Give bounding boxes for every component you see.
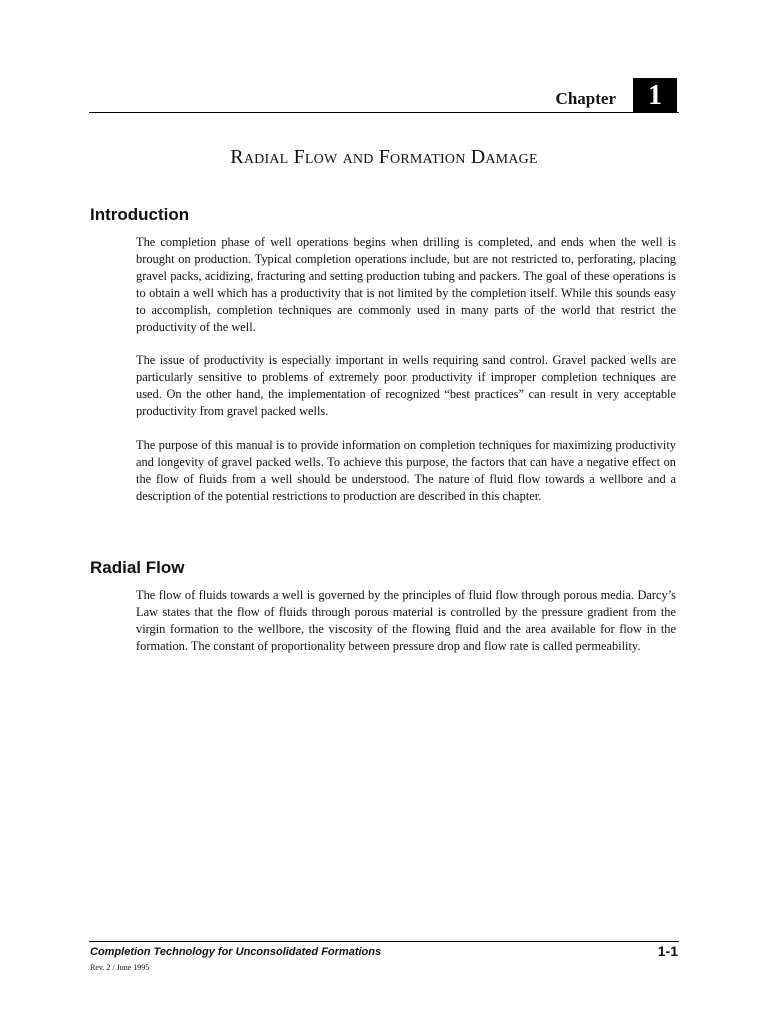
footer-page-number: 1-1	[657, 943, 678, 959]
chapter-number-box: 1	[633, 78, 677, 113]
chapter-label: Chapter	[555, 89, 616, 108]
section-heading-introduction: Introduction	[90, 205, 190, 224]
intro-paragraph-2: The issue of productivity is especially important in wells requiring sand control. Gravel packed wells are particularly sensitive to problems of extremely poor productivity if improper completion techniques are used. On the other hand, the implementation of recognized “best practices” can result in very acceptable productivity from gravel packed wells.	[136, 353, 676, 418]
intro-paragraph-3: The purpose of this manual is to provide information on completion techniques for maximizing productivity and longevity of gravel packed wells. To achieve this purpose, the factors that can have a negative effect on the flow of fluids from a well should be understood. The nature of fluid flow towards a wellbore and a description of the potential restrictions to production are described in this chapter.	[136, 438, 676, 503]
footer-title: Completion Technology for Unconsolidated Formations	[90, 946, 382, 958]
footer-revision: Rev. 2 / June 1995	[90, 963, 150, 972]
intro-paragraph-1: The completion phase of well operations begins when drilling is completed, and ends when the well is brought on production. Typical completion operations include, but are not restricted to, perforating, placing gravel packs, acidizing, fracturing and setting production tubing and packers. The goal of these operations is to obtain a well which has a productivity that is not limited by the completion itself. While this sounds easy to accomplish, completion techniques are commonly used in many parts of the world that restrict the productivity of the well.	[136, 235, 676, 334]
footer-rule	[89, 941, 679, 942]
header-rule	[89, 112, 679, 113]
radial-flow-paragraph-1: The flow of fluids towards a well is governed by the principles of fluid flow through porous media. Darcy’s Law states that the flow of fluids through porous material is controlled by the pressure gradient from the virgin formation to the wellbore, the viscosity of the flowing fluid and the area available for flow in the formation. The constant of proportionality between pressure drop and flow rate is called permeability.	[136, 588, 676, 653]
chapter-title: Radial Flow and Formation Damage	[230, 146, 538, 168]
section-heading-radial-flow: Radial Flow	[90, 558, 185, 577]
